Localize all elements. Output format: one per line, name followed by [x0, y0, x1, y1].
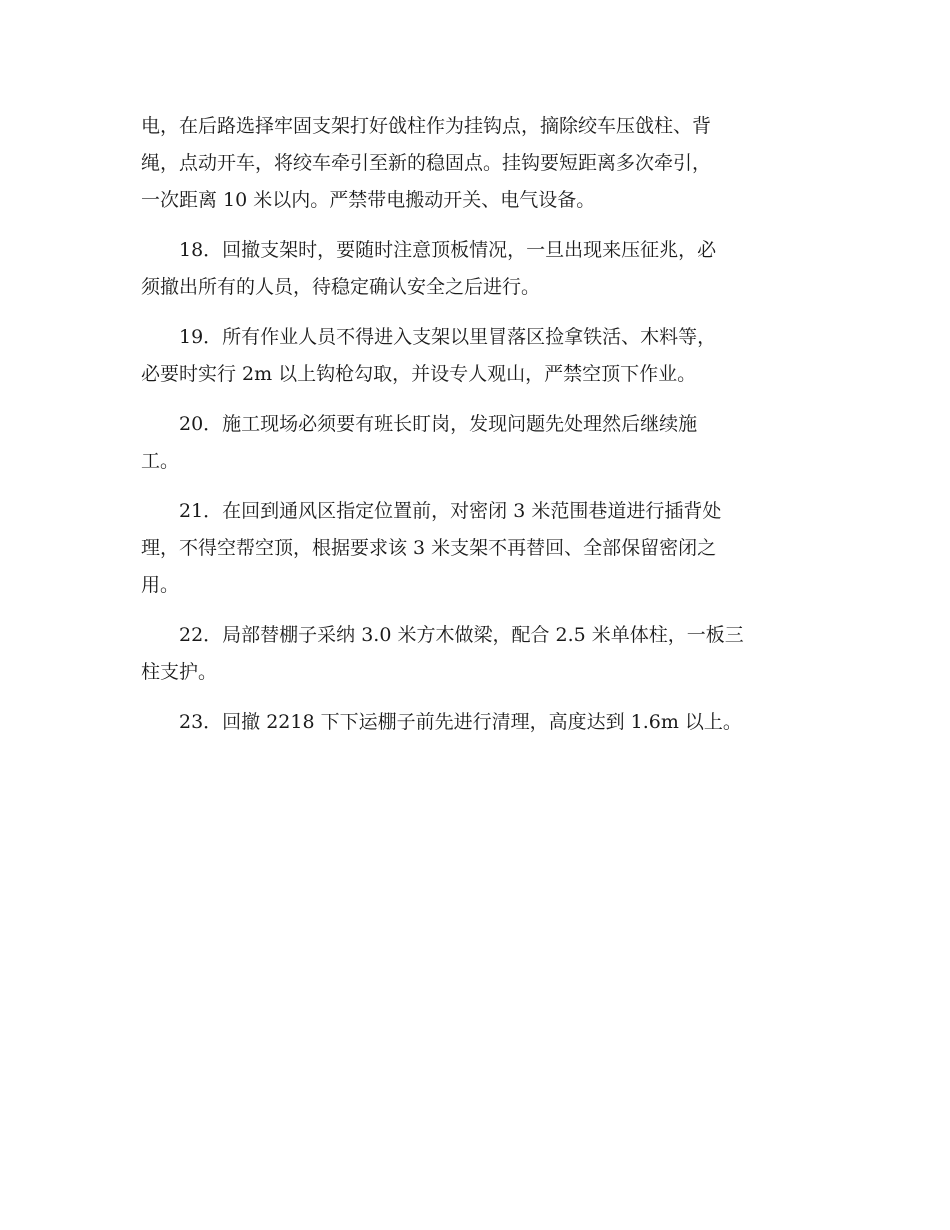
- paragraph-17-continued: [141, 108, 813, 219]
- paragraph-19: [141, 319, 813, 393]
- text-line: 电，在后路选择牢固支架打好戗柱作为挂钩点，摘除绞车压戗柱、背: [141, 115, 712, 137]
- paragraph-22: [141, 617, 813, 691]
- text-line: 柱支护。: [141, 661, 218, 683]
- text-line: 一次距离 10 米以内。严禁带电搬动开关、电气设备。: [141, 189, 596, 211]
- text-line: 须撤出所有的人员，待稳定确认安全之后进行。: [141, 276, 541, 298]
- text-line: 18．回撤支架时，要随时注意顶板情况，一旦出现来压征兆，必: [179, 239, 717, 261]
- document-body: [141, 108, 813, 754]
- text-line: 22．局部替棚子采纳 3.0 米方木做梁，配合 2.5 米单体柱，一板三: [179, 624, 744, 646]
- text-line: 20．施工现场必须要有班长盯岗，发现问题先处理然后继续施: [179, 413, 698, 435]
- paragraph-20: [141, 406, 813, 480]
- text-line: 理，不得空帮空顶，根据要求该 3 米支架不再替回、全部保留密闭之: [141, 537, 717, 559]
- paragraph-23: [141, 704, 813, 741]
- text-line: 工。: [141, 450, 180, 472]
- paragraph-18: [141, 232, 813, 306]
- text-line: 23．回撤 2218 下下运棚子前先进行清理，高度达到 1.6m 以上。: [179, 711, 742, 733]
- paragraph-21: [141, 493, 813, 604]
- text-line: 19．所有作业人员不得进入支架以里冒落区捡拿铁活、木料等，: [179, 326, 717, 348]
- text-line: 用。: [141, 574, 180, 596]
- text-line: 必要时实行 2m 以上钩枪勾取，并设专人观山，严禁空顶下作业。: [141, 363, 697, 385]
- text-line: 21．在回到通风区指定位置前，对密闭 3 米范围巷道进行插背处: [179, 500, 722, 522]
- text-line: 绳，点动开车，将绞车牵引至新的稳固点。挂钩要短距离多次牵引，: [141, 152, 712, 174]
